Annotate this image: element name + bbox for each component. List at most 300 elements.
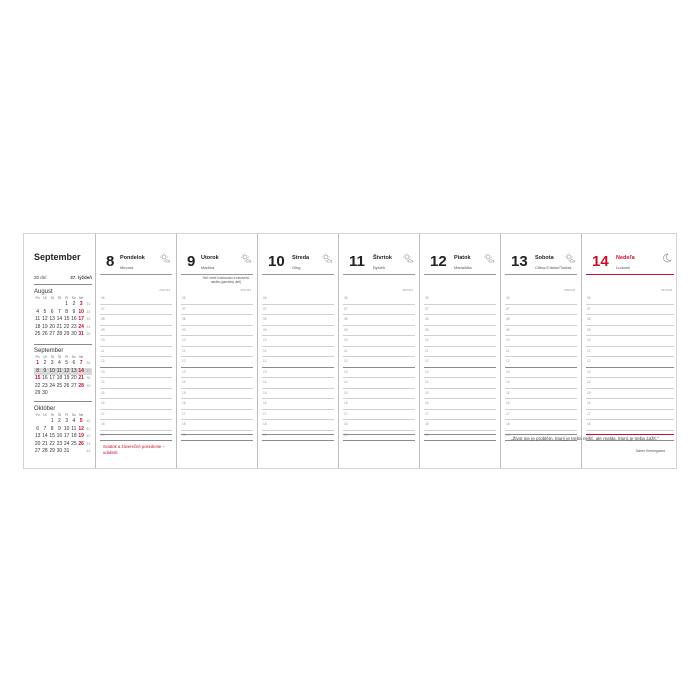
divider [34, 284, 92, 285]
hour-label: 15 [182, 390, 186, 395]
hour-slot[interactable] [262, 410, 334, 421]
notes-rule [181, 434, 253, 435]
hour-slot[interactable] [343, 420, 415, 431]
day-header [177, 234, 257, 274]
hour-slot[interactable] [586, 315, 674, 326]
hour-slot[interactable] [343, 378, 415, 389]
hour-label: 06 [263, 296, 267, 300]
calendar-day: 31 [78, 331, 84, 338]
hour-slot[interactable] [343, 315, 415, 326]
hour-label: 19 [425, 432, 429, 437]
hour-slot[interactable] [424, 315, 496, 326]
hour-slot[interactable] [100, 305, 172, 316]
weekday-header: Pi [65, 296, 69, 300]
hour-label: 17 [182, 411, 186, 416]
hour-slot[interactable] [586, 389, 674, 400]
hour-label: 07 [425, 306, 429, 311]
calendar-day: 21 [78, 375, 84, 382]
hour-slot[interactable] [586, 326, 674, 337]
calendar-day: 9 [43, 367, 47, 374]
day-name: Streda [292, 255, 310, 261]
calendar-day: 24 [63, 440, 70, 447]
hour-label: 11 [587, 348, 591, 353]
calendar-week-row [34, 301, 92, 309]
hour-label: 18 [263, 422, 267, 426]
notes-rule [424, 434, 496, 435]
notes-rule [586, 434, 674, 435]
hour-label: 08 [344, 317, 348, 321]
hour-slot[interactable] [505, 399, 577, 410]
name-day: Ľudomil [616, 265, 631, 270]
week-number-cell: 38 [86, 376, 91, 381]
hour-slot[interactable] [343, 326, 415, 337]
calendar-day: 20 [34, 440, 41, 447]
hour-slot[interactable] [424, 431, 496, 442]
day-note: Deň obetí holokaustu a rasového násilia (pamätný deň) [202, 276, 250, 284]
mini-calendar-month: Október [34, 406, 56, 412]
hour-label: 16 [101, 401, 105, 405]
weekday-header: So [71, 296, 76, 300]
hour-slot[interactable] [505, 368, 577, 379]
calendar-day [56, 390, 63, 398]
hour-slot[interactable] [505, 378, 577, 389]
calendar-day: 25 [56, 382, 63, 389]
hour-slot[interactable] [262, 336, 334, 347]
hour-slot[interactable] [262, 368, 334, 379]
hour-label: 07 [101, 306, 105, 311]
holiday-note: Sviatok a záverečné posedenie – udalosti [103, 444, 165, 455]
hour-slot[interactable] [181, 431, 253, 442]
quote-author: Søren Kierkegaard [635, 449, 665, 453]
hour-label: 13 [263, 369, 267, 374]
hour-label: 18 [425, 422, 429, 426]
hour-slot[interactable] [181, 347, 253, 358]
hour-label: 12 [182, 359, 186, 363]
week-number-cell: 43 [86, 441, 91, 446]
weekday-header: Po [35, 296, 40, 300]
hour-slot[interactable] [100, 368, 172, 379]
hour-label: 10 [587, 338, 591, 342]
hour-slot[interactable] [100, 410, 172, 421]
hour-slot[interactable] [505, 315, 577, 326]
hour-label: 13 [587, 369, 591, 374]
hour-slot[interactable] [262, 431, 334, 442]
week-number-cell: 39 [86, 383, 91, 388]
hour-slot[interactable] [100, 294, 172, 305]
hour-label: 07 [344, 306, 348, 311]
mini-calendar-month: August [34, 289, 53, 295]
calendar-week-row [34, 324, 92, 332]
week-number-cell: 33 [86, 317, 91, 322]
hour-label: 07 [182, 306, 186, 311]
hour-label: 13 [101, 369, 105, 374]
hour-slot[interactable] [262, 399, 334, 410]
hour-label: 10 [425, 338, 429, 342]
day-of-year: 251/114 [159, 288, 170, 292]
calendar-day: 10 [49, 367, 55, 374]
hour-slot[interactable] [505, 305, 577, 316]
calendar-day [41, 418, 48, 426]
calendar-day: 30 [42, 390, 48, 397]
hour-slot[interactable] [181, 378, 253, 389]
day-name: Sobota [535, 255, 554, 261]
hour-label: 08 [587, 317, 591, 321]
hour-label: 14 [425, 380, 429, 384]
hour-label: 19 [182, 432, 186, 437]
calendar-day: 20 [49, 323, 55, 330]
calendar-day: 10 [78, 308, 84, 315]
hour-slots [343, 294, 415, 441]
month-meta [34, 275, 92, 280]
hour-slot[interactable] [181, 389, 253, 400]
calendar-day: 17 [78, 316, 84, 323]
weekday-header: St [50, 296, 54, 300]
calendar-day: 2 [43, 360, 47, 366]
calendar-week-row [34, 441, 92, 449]
hour-label: 08 [182, 317, 186, 321]
calendar-day: 27 [71, 382, 77, 389]
calendar-day: 18 [56, 375, 63, 382]
hour-slot[interactable] [424, 389, 496, 400]
header-rule [343, 274, 415, 275]
name-day: Mária/Mia [454, 265, 472, 270]
weekday-header: Po [35, 413, 40, 417]
day-column[interactable] [420, 234, 501, 468]
hour-label: 06 [182, 296, 186, 300]
calendar-day [41, 301, 48, 309]
hour-slots [262, 294, 334, 441]
hour-slot[interactable] [505, 420, 577, 431]
hour-slot[interactable] [100, 347, 172, 358]
calendar-day: 8 [36, 367, 40, 374]
calendar-day: 21 [56, 323, 63, 330]
calendar-day: 2 [72, 301, 76, 307]
hour-slot[interactable] [262, 347, 334, 358]
hour-label: 13 [425, 369, 429, 374]
hour-slot[interactable] [424, 305, 496, 316]
day-of-year: 257/108 [661, 288, 672, 292]
hour-label: 18 [344, 422, 348, 426]
hour-label: 06 [344, 296, 348, 300]
weekday-header: Št [57, 355, 61, 359]
day-name: Utorok [201, 255, 219, 261]
hour-slot[interactable] [424, 336, 496, 347]
hour-slot[interactable] [262, 357, 334, 368]
sun-cloud-icon [159, 252, 171, 264]
hour-slot[interactable] [505, 347, 577, 358]
hour-slot[interactable] [181, 399, 253, 410]
weekday-header: Pi [65, 413, 69, 417]
calendar-day: 8 [50, 425, 54, 432]
hour-slot[interactable] [586, 410, 674, 421]
day-name: Piatok [454, 255, 471, 261]
calendar-day: 25 [34, 331, 41, 338]
hour-slot[interactable] [424, 347, 496, 358]
hour-label: 15 [344, 390, 348, 395]
hour-slot[interactable] [181, 294, 253, 305]
hour-label: 13 [182, 369, 186, 374]
quote-text: „Život nie je problém, ktorý je treba riešiť, ale realita, ktorú je treba zažiť.“ [511, 436, 659, 441]
hour-slot[interactable] [100, 336, 172, 347]
hour-slot[interactable] [262, 326, 334, 337]
hour-label: 17 [587, 411, 591, 416]
week-number-cell: 35 [86, 332, 91, 337]
hour-slot[interactable] [586, 368, 674, 379]
week-number-cell: 44 [86, 449, 91, 454]
day-number: 12 [430, 253, 447, 270]
mini-calendar-october [34, 406, 92, 456]
hour-slot[interactable] [262, 315, 334, 326]
hour-label: 17 [101, 411, 105, 416]
hour-label: 07 [263, 306, 267, 311]
hour-label: 10 [101, 338, 105, 342]
calendar-day: 21 [42, 440, 48, 447]
weekday-header: St [50, 413, 54, 417]
calendar-day [70, 390, 77, 398]
hour-slot[interactable] [424, 368, 496, 379]
hour-slot[interactable] [424, 420, 496, 431]
weekday-header: So [71, 413, 76, 417]
calendar-day [78, 390, 85, 398]
day-number: 13 [511, 253, 528, 270]
calendar-day: 4 [36, 308, 40, 315]
hour-slot[interactable] [100, 378, 172, 389]
calendar-day: 1 [50, 418, 54, 424]
hour-slot[interactable] [262, 305, 334, 316]
hour-label: 19 [506, 432, 510, 437]
calendar-day: 6 [50, 308, 54, 315]
calendar-day: 17 [49, 375, 55, 382]
hour-slot[interactable] [586, 336, 674, 347]
hour-slot[interactable] [100, 326, 172, 337]
sun-cloud-icon [240, 252, 252, 264]
calendar-day: 16 [71, 316, 77, 323]
calendar-day: 28 [42, 448, 48, 455]
hour-label: 19 [263, 432, 267, 437]
hour-slot[interactable] [100, 431, 172, 442]
weekday-header: Po [35, 355, 40, 359]
hour-label: 12 [425, 359, 429, 363]
hour-slot[interactable] [424, 357, 496, 368]
month-title: September [34, 252, 81, 262]
calendar-day: 26 [78, 440, 84, 447]
calendar-day: 13 [49, 316, 55, 323]
hour-slot[interactable] [181, 368, 253, 379]
hour-label: 15 [263, 390, 267, 395]
hour-label: 19 [587, 432, 591, 437]
hour-slot[interactable] [343, 305, 415, 316]
calendar-day: 5 [43, 308, 47, 315]
hour-slot[interactable] [424, 294, 496, 305]
hour-slot[interactable] [505, 389, 577, 400]
hour-slot[interactable] [586, 305, 674, 316]
calendar-day: 7 [57, 308, 61, 315]
hour-slot[interactable] [343, 294, 415, 305]
hour-label: 15 [587, 390, 591, 395]
hour-label: 06 [101, 296, 105, 300]
week-number-cell: 41 [86, 426, 91, 431]
hour-slots [586, 294, 674, 441]
calendar-week-row [34, 426, 92, 434]
hour-label: 11 [182, 348, 186, 353]
hour-label: 09 [101, 327, 105, 332]
calendar-week-row [34, 331, 92, 339]
hour-label: 08 [101, 317, 105, 321]
hour-slot[interactable] [586, 357, 674, 368]
week-number-cell: 34 [86, 324, 91, 329]
hour-label: 18 [182, 422, 186, 426]
calendar-day: 13 [71, 367, 77, 374]
calendar-day: 27 [49, 331, 55, 338]
calendar-day: 20 [71, 375, 77, 382]
hour-slot[interactable] [343, 368, 415, 379]
calendar-day: 10 [63, 425, 70, 432]
hour-slot[interactable] [505, 326, 577, 337]
header-rule [424, 274, 496, 275]
hour-slot[interactable] [343, 357, 415, 368]
hour-slot[interactable] [343, 410, 415, 421]
hour-label: 14 [344, 380, 348, 384]
calendar-day: 19 [63, 375, 70, 382]
hour-slot[interactable] [505, 357, 577, 368]
hour-slot[interactable] [262, 294, 334, 305]
hour-slots [424, 294, 496, 441]
hour-slot[interactable] [424, 410, 496, 421]
hour-slot[interactable] [424, 326, 496, 337]
week-number: 37. týždeň [70, 275, 92, 280]
hour-label: 13 [344, 369, 348, 374]
calendar-day: 15 [34, 375, 41, 382]
hour-slot[interactable] [100, 399, 172, 410]
calendar-day: 12 [78, 425, 84, 432]
hour-slot[interactable] [343, 336, 415, 347]
hour-slot[interactable] [586, 294, 674, 305]
hour-slot[interactable] [424, 378, 496, 389]
hour-slot[interactable] [586, 420, 674, 431]
hour-slot[interactable] [100, 315, 172, 326]
calendar-day: 8 [65, 308, 69, 315]
day-header [501, 234, 581, 274]
hour-slot[interactable] [343, 399, 415, 410]
hour-label: 10 [506, 338, 510, 342]
hour-slot[interactable] [343, 389, 415, 400]
calendar-day: 30 [71, 331, 77, 338]
hour-label: 09 [182, 327, 186, 332]
hour-slot[interactable] [181, 326, 253, 337]
calendar-day: 5 [79, 418, 83, 424]
day-column[interactable] [501, 234, 582, 468]
hour-slot[interactable] [505, 336, 577, 347]
hour-slot[interactable] [343, 431, 415, 442]
hour-slot[interactable] [505, 294, 577, 305]
calendar-day: 4 [57, 360, 61, 366]
hour-slot[interactable] [505, 410, 577, 421]
hour-slot[interactable] [181, 357, 253, 368]
calendar-day: 23 [42, 382, 48, 389]
name-day: Martina [201, 265, 215, 270]
header-rule [100, 274, 172, 275]
hour-slot[interactable] [181, 336, 253, 347]
hour-label: 15 [101, 390, 105, 395]
hour-slot[interactable] [100, 389, 172, 400]
calendar-day: 1 [65, 301, 69, 307]
day-header [258, 234, 338, 274]
calendar-week-row [34, 418, 92, 426]
hour-slot[interactable] [343, 347, 415, 358]
calendar-day: 11 [35, 316, 41, 323]
calendar-day: 2 [57, 418, 61, 424]
calendar-day: 15 [63, 316, 70, 323]
calendar-day [49, 390, 56, 398]
calendar-day: 30 [56, 448, 63, 455]
day-column[interactable] [177, 234, 258, 468]
day-name: Pondelok [120, 255, 145, 261]
calendar-day: 25 [71, 440, 77, 447]
hour-label: 18 [587, 422, 591, 426]
hour-label: 16 [587, 401, 591, 405]
hour-label: 09 [425, 327, 429, 332]
hour-slot[interactable] [586, 347, 674, 358]
hour-label: 11 [506, 348, 510, 353]
hour-slot[interactable] [181, 420, 253, 431]
notes-rule [505, 434, 577, 435]
calendar-day: 16 [56, 433, 63, 440]
hour-slots [100, 294, 172, 441]
hour-slot[interactable] [262, 378, 334, 389]
day-column[interactable] [582, 234, 678, 468]
calendar-day: 14 [56, 316, 63, 323]
hour-slot[interactable] [100, 357, 172, 368]
hour-slot[interactable] [100, 420, 172, 431]
hour-slot[interactable] [181, 315, 253, 326]
hour-slot[interactable] [181, 410, 253, 421]
hour-slot[interactable] [262, 389, 334, 400]
hour-slot[interactable] [262, 420, 334, 431]
hour-label: 08 [506, 317, 510, 321]
hour-label: 11 [263, 348, 267, 353]
hour-label: 09 [344, 327, 348, 332]
hour-slot[interactable] [586, 378, 674, 389]
hour-label: 14 [587, 380, 591, 384]
name-day: Ctibor/Ctislav/Tobias [535, 265, 572, 270]
hour-label: 12 [101, 359, 105, 363]
hour-label: 13 [506, 369, 510, 374]
hour-slot[interactable] [424, 399, 496, 410]
day-column[interactable] [339, 234, 420, 468]
hour-label: 14 [506, 380, 510, 384]
calendar-week-row [34, 368, 92, 376]
week-number-cell: 36 [86, 361, 91, 365]
hour-slots [505, 294, 577, 441]
header-rule [505, 274, 577, 275]
notes-rule [100, 434, 172, 435]
hour-label: 16 [506, 401, 510, 405]
calendar-week-row [34, 375, 92, 383]
hour-label: 16 [344, 401, 348, 405]
day-column[interactable] [258, 234, 339, 468]
weekday-header: Ut [43, 413, 47, 417]
calendar-week-row [34, 309, 92, 317]
hour-label: 09 [587, 327, 591, 332]
day-column[interactable] [96, 234, 177, 468]
hour-slot[interactable] [181, 305, 253, 316]
hour-slot[interactable] [586, 399, 674, 410]
hour-label: 06 [425, 296, 429, 300]
hour-label: 14 [182, 380, 186, 384]
header-rule [262, 274, 334, 275]
calendar-day: 31 [63, 448, 70, 455]
calendar-day: 26 [63, 382, 70, 389]
